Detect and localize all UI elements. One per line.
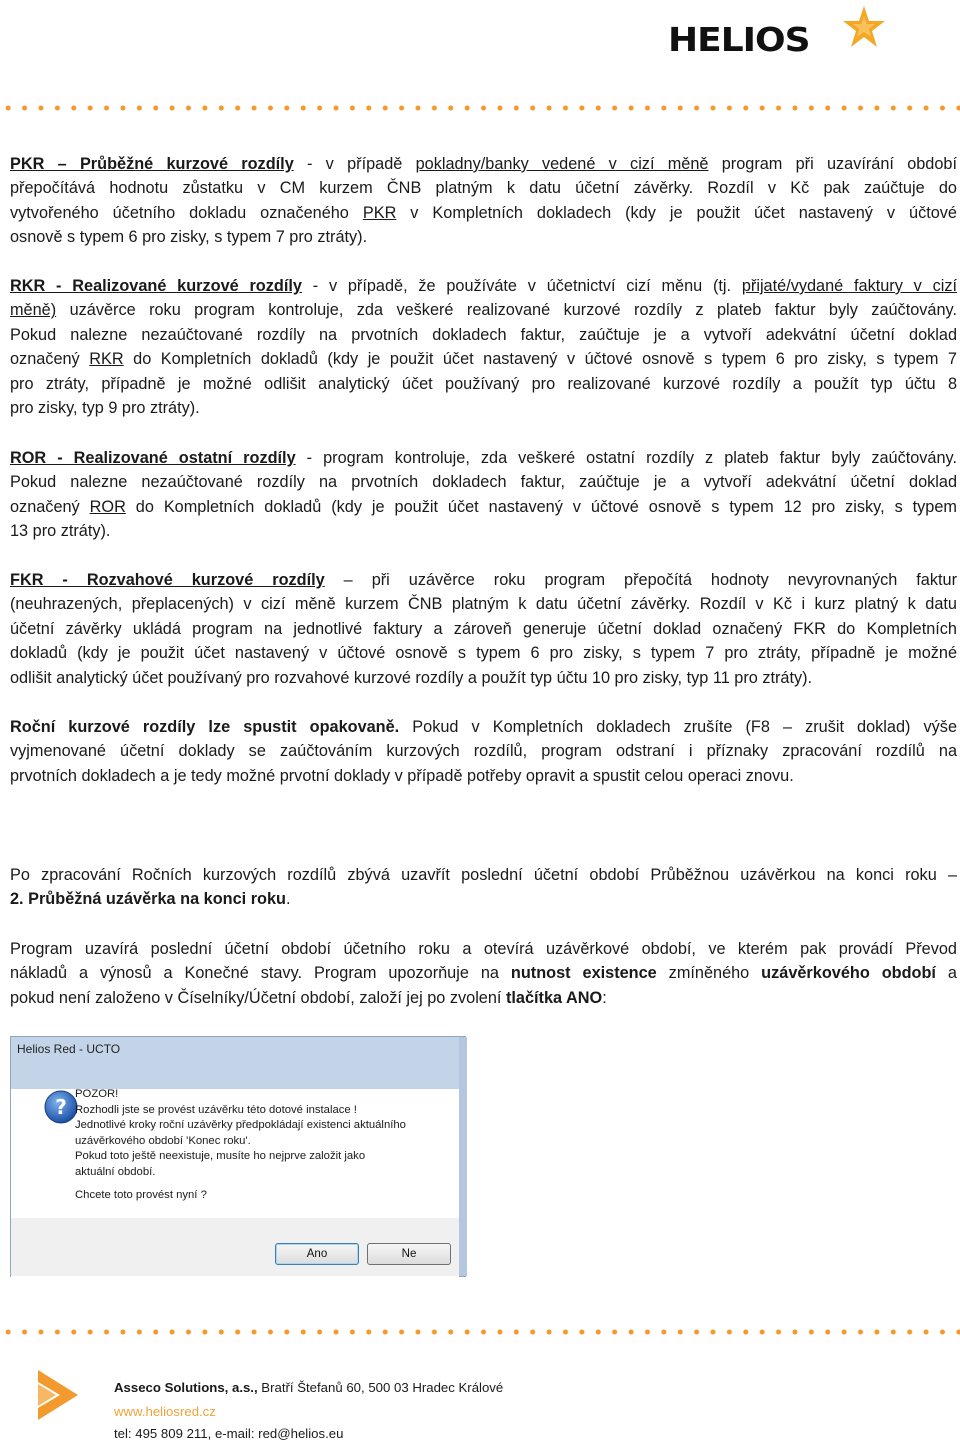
ror-line-1: ROR - Realizované ostatní rozdíly - program kontroluje, zda veškeré ostatní rozdíly z plateb faktur byly zaúčtovány.	[10, 449, 957, 467]
pkr-line-1: PKR – Průběžné kurzové rozdíly - v případě pokladny/banky vedené v cizí měně program při uzavírání období	[10, 155, 957, 173]
rkr-line-1: RKR - Realizované kurzové rozdíly - v případě, že používáte v účetnictví cizí měnu (tj. přijaté/vydané faktury v cizí	[10, 277, 957, 295]
dialog-question: Chcete toto provést nyní ?	[75, 1189, 207, 1201]
program-paragraph: Program uzavírá poslední účetní období účetního roku a otevírá uzávěrkové období, ve kterém pak provádí Převod nákladů a výnosů a Konečné stavy. Program upozorňuje na nutnost existence zmíněného uzávěrkového období a pokud není založeno v Číselníky/Účetní období, založí jej po zvolení tlačítka ANO:	[10, 937, 957, 1010]
pkr-heading: PKR – Průběžné kurzové rozdíly	[10, 155, 294, 173]
program-line-2: nákladů a výnosů a Konečné stavy. Program upozorňuje na nutnost existence zmíněného uzávěrkového období a	[10, 964, 957, 983]
footer-contact: tel: 495 809 211, e-mail: red@helios.eu	[114, 1426, 344, 1441]
chevron-logo-icon	[38, 1370, 78, 1420]
program-line-3: pokud není založeno v Číselníky/Účetní období, založí jej po zvolení tlačítka ANO:	[10, 988, 607, 1007]
no-button[interactable]: Ne	[367, 1243, 451, 1265]
pkr-line-3: vytvořeného účetního dokladu označeného PKR v Kompletních dokladech (kdy je použit účet nastavený v účtové	[10, 203, 957, 222]
fkr-paragraph: FKR - Rozvahové kurzové rozdíly – při uzávěrce roku program přepočítá hodnoty nevyrovnaných faktur (neuhrazených, přeplacených) v cizí měně kurzem ČNB platným k datu účetní závěrky. Rozdíl v Kč i kurz platný k datu účetní závěrky ukládá program na jednotlivé faktury a zároveň generuje účetní doklad označený FKR do Kompletních dokladů (kdy je použit účet nastavený v účtové osnově s typem 6 pro zisky, s typem 7 pro ztráty, případně je možné odlišit analytický účet používaný pro rozvahové kurzové rozdíly a použít typ účtu 10 pro zisky, typ 11 pro ztráty).	[10, 568, 957, 690]
rkr-paragraph: RKR - Realizované kurzové rozdíly - v případě, že používáte v účetnictví cizí měnu (tj. přijaté/vydané faktury v cizí měně) uzávěrce roku program kontroluje, zda veškeré realizované kurzové rozdíly z plateb faktur byly zaúčtovány. Pokud nalezne nezaúčtované rozdíly na prvotních dokladech faktur, zaúčtuje je a vytvoří adekvátní účetní doklad označený RKR do Kompletních dokladů (kdy je použit účet nastavený v účtové osnově s typem 6 pro zisky, s typem 7 pro ztráty, případně je možné odlišit analytický účet používaný pro realizované kurzové rozdíly a použít typ účtu 8 pro zisky, typ 9 pro ztráty).	[10, 274, 957, 420]
repeat-paragraph: Roční kurzové rozdíly lze spustit opakovaně. Pokud v Kompletních dokladech zrušíte (F8 – zrušit doklad) výše vyjmenované účetní doklady se zaúčtováním kurzových rozdílů, program odstraní i příznaky zpracování rozdílů na prvotních dokladech a je tedy možné prvotní doklady v případě potřeby opravit a spustit celou operaci znovu.	[10, 715, 957, 788]
footer-address: Asseco Solutions, a.s., Bratří Štefanů 60, 500 03 Hradec Králové	[114, 1380, 504, 1395]
ror-paragraph: ROR - Realizované ostatní rozdíly - program kontroluje, zda veškeré ostatní rozdíly z plateb faktur byly zaúčtovány. Pokud nalezne nezaúčtované rozdíly na prvotních dokladech faktur, zaúčtuje je a vytvoří adekvátní účetní doklad označený ROR do Kompletních dokladů (kdy je použit účet nastavený v účtové osnově s typem 12 pro zisky, s typem 13 pro ztráty).	[10, 446, 957, 544]
bottom-dotted-divider	[0, 1329, 960, 1335]
svg-text:?: ?	[55, 1095, 67, 1119]
ror-heading: ROR - Realizované ostatní rozdíly	[10, 449, 296, 467]
fkr-line-1: FKR - Rozvahové kurzové rozdíly – při uzávěrce roku program přepočítá hodnoty nevyrovnaných faktur	[10, 571, 957, 589]
confirmation-dialog	[10, 1036, 466, 1277]
logo-text: HELIOS	[668, 21, 810, 60]
footer-website-link[interactable]: www.heliosred.cz	[114, 1404, 216, 1419]
question-icon	[43, 1089, 79, 1125]
top-dotted-divider	[0, 105, 960, 111]
after-line-2: 2. Průběžná uzávěrka na konci roku.	[10, 890, 291, 909]
star-icon	[840, 4, 888, 52]
fkr-heading: FKR - Rozvahové kurzové rozdíly	[10, 571, 325, 589]
ror-line-3: označený ROR do Kompletních dokladů (kdy je použit účet nastavený v účtové osnově s typem 12 pro zisky, s typem	[10, 497, 957, 516]
repeat-heading: Roční kurzové rozdíly lze spustit opakovaně.	[10, 718, 400, 736]
rkr-heading: RKR - Realizované kurzové rozdíly	[10, 277, 302, 295]
dialog-title: Helios Red - UCTO	[17, 1042, 121, 1056]
after-paragraph: Po zpracování Ročních kurzových rozdílů zbývá uzavřít poslední účetní období Průběžnou uzávěrkou na konci roku – 2. Průběžná uzávěrka na konci roku.	[10, 863, 957, 912]
rkr-line-4: označený RKR do Kompletních dokladů (kdy je použit účet nastavený v účtové osnově s typem 6 pro zisky, s typem 7	[10, 350, 957, 369]
dialog-right-edge	[459, 1037, 467, 1276]
rkr-line-2: měně) uzávěrce roku program kontroluje, zda veškeré realizované kurzové rozdíly z plateb faktur byly zaúčtovány.	[10, 301, 957, 320]
yes-button[interactable]: Ano	[275, 1243, 359, 1265]
helios-logo	[666, 4, 888, 66]
repeat-line-1: Roční kurzové rozdíly lze spustit opakovaně. Pokud v Kompletních dokladech zrušíte (F8 – zrušit doklad) výše	[10, 718, 957, 736]
dialog-message: POZOR! Rozhodli jste se provést uzávěrku této dotové instalace ! Jednotlivé kroky roční uzávěrky předpokládají existenci aktuálního uzávěrkového období 'Konec roku'. Pokud toto ještě neexistuje, musíte ho nejprve založit jako aktuální období.	[75, 1088, 406, 1178]
pkr-paragraph: PKR – Průběžné kurzové rozdíly - v případě pokladny/banky vedené v cizí měně program při uzavírání období přepočítává hodnotu zůstatku v CM kurzem ČNB platným k datu účetní závěrky. Rozdíl v Kč pak zaúčtuje do vytvořeného účetního dokladu označeného PKR v Kompletních dokladech (kdy je použit účet nastavený v účtové osnově s typem 6 pro zisky, s typem 7 pro ztráty).	[10, 152, 957, 250]
